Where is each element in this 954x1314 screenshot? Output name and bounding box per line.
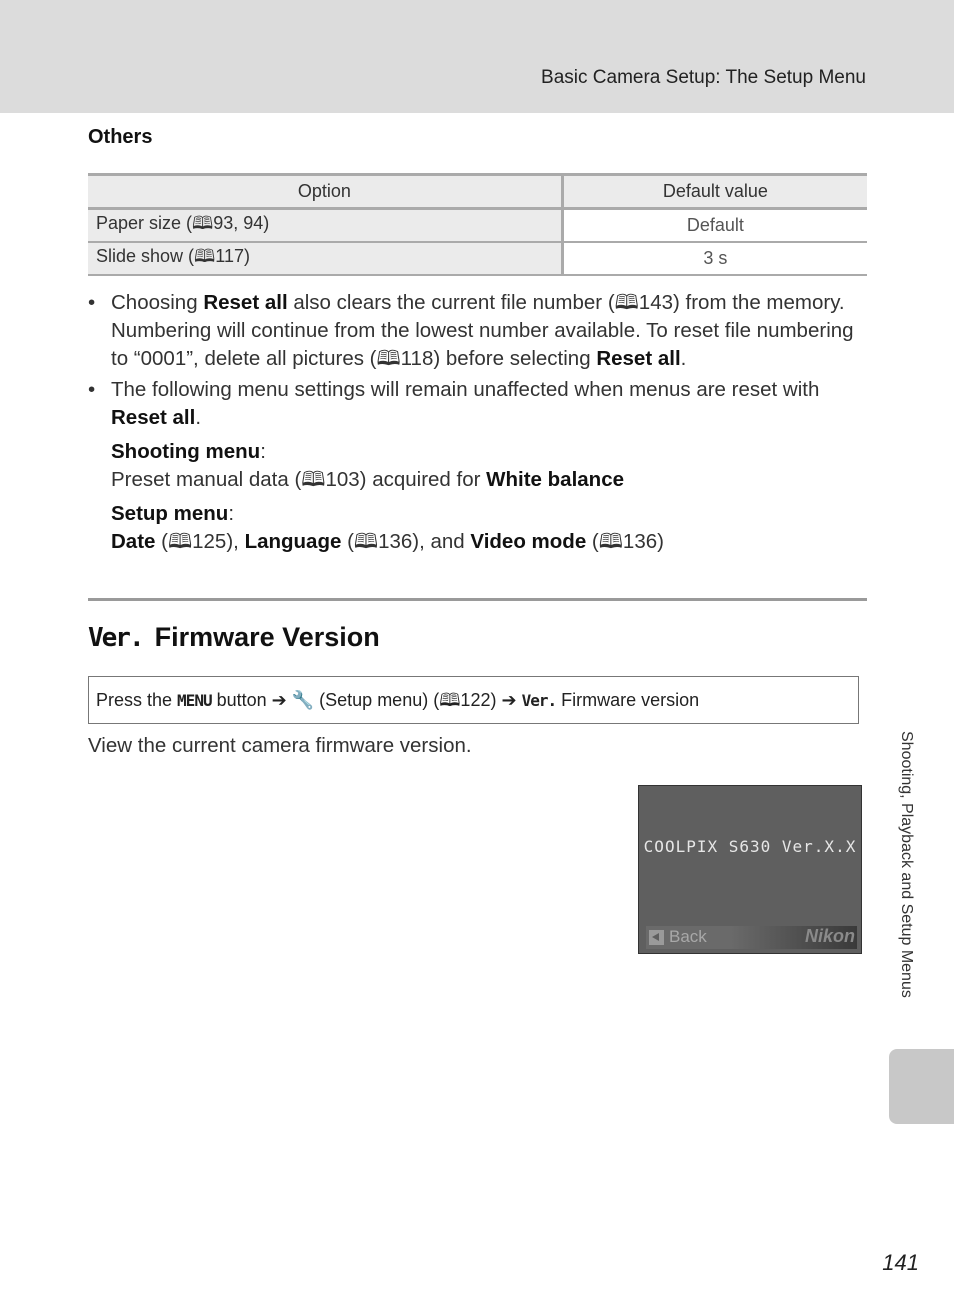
note-text: (🕮136) [586,530,664,553]
colon: : [228,502,235,525]
note-text: . [680,347,687,370]
table-row [88,209,867,243]
note-text: Choosing [111,291,204,314]
header-band [0,0,954,113]
others-heading: Others [88,126,153,148]
note-keyword: Reset all [203,291,288,314]
table-header-row [88,175,867,209]
camera-screen [638,785,862,954]
value-cell: Default [562,209,867,243]
table-row [88,242,867,275]
column-header-default: Default value [562,175,867,209]
note-text: (🕮136), and [341,530,471,553]
arrow-icon: ➔ [271,690,287,710]
colon: : [260,440,266,463]
firmware-version-text: COOLPIX S630 Ver.X.X [643,837,857,856]
bullet-icon: • [88,378,96,401]
note-text: Preset manual data (🕮103) acquired for [111,468,487,491]
column-header-option: Option [88,175,562,209]
note-text: also clears the current file number (🕮143) from the memory. Numbering will continue from the lowest number available. To reset file numbering to “0001”, delete all pictures (🕮118) before selecting [111,291,854,370]
bullet-icon: • [88,291,96,314]
option-cell: Paper size (🕮93, 94) [88,209,562,243]
note-keyword: Language [244,530,342,553]
chapter-tab [889,1049,954,1124]
note-keyword: Reset all [111,406,196,429]
section-title-text: Firmware Version [154,622,380,652]
option-cell: Slide show (🕮117) [88,242,562,275]
note-keyword: Date [111,530,156,553]
chapter-side-label: Shooting, Playback and Setup Menus [898,731,915,998]
note-text: The following menu settings will remain unaffected when menus are reset with [111,378,820,401]
ver-icon: Ver. [88,623,143,653]
page-number: 141 [882,1250,919,1275]
list-item [88,376,868,432]
note-text: . [195,406,202,429]
setup-menu-note [88,500,868,556]
note-keyword: Shooting menu [111,440,261,463]
note-keyword: White balance [486,468,624,491]
screen-bottom-bar [646,926,857,949]
note-keyword: Reset all [596,347,681,370]
value-cell: 3 s [562,242,867,275]
defaults-table [88,173,867,276]
path-text: Press the [96,690,178,710]
note-text: (🕮125), [155,530,245,553]
running-header: Basic Camera Setup: The Setup Menu [541,67,866,88]
path-text: (Setup menu) (🕮122) [314,690,502,710]
arrow-icon: ➔ [501,690,517,710]
path-text: Firmware version [556,690,700,710]
menu-path-box [88,676,859,724]
notes-list [88,289,868,556]
back-label: Back [669,927,707,946]
intro-text: View the current camera firmware version. [88,734,472,757]
back-icon [649,930,664,945]
note-keyword: Setup menu [111,502,229,525]
section-title [88,622,380,653]
wrench-icon: 🔧 [291,690,315,710]
path-text: button [211,690,272,710]
section-divider [88,598,867,601]
list-item [88,289,868,373]
menu-button-icon: MENU [177,691,212,710]
shooting-menu-note [88,438,868,494]
note-keyword: Video mode [470,530,587,553]
ver-icon: Ver. [521,691,557,710]
brand-logo: Nikon [804,926,855,946]
